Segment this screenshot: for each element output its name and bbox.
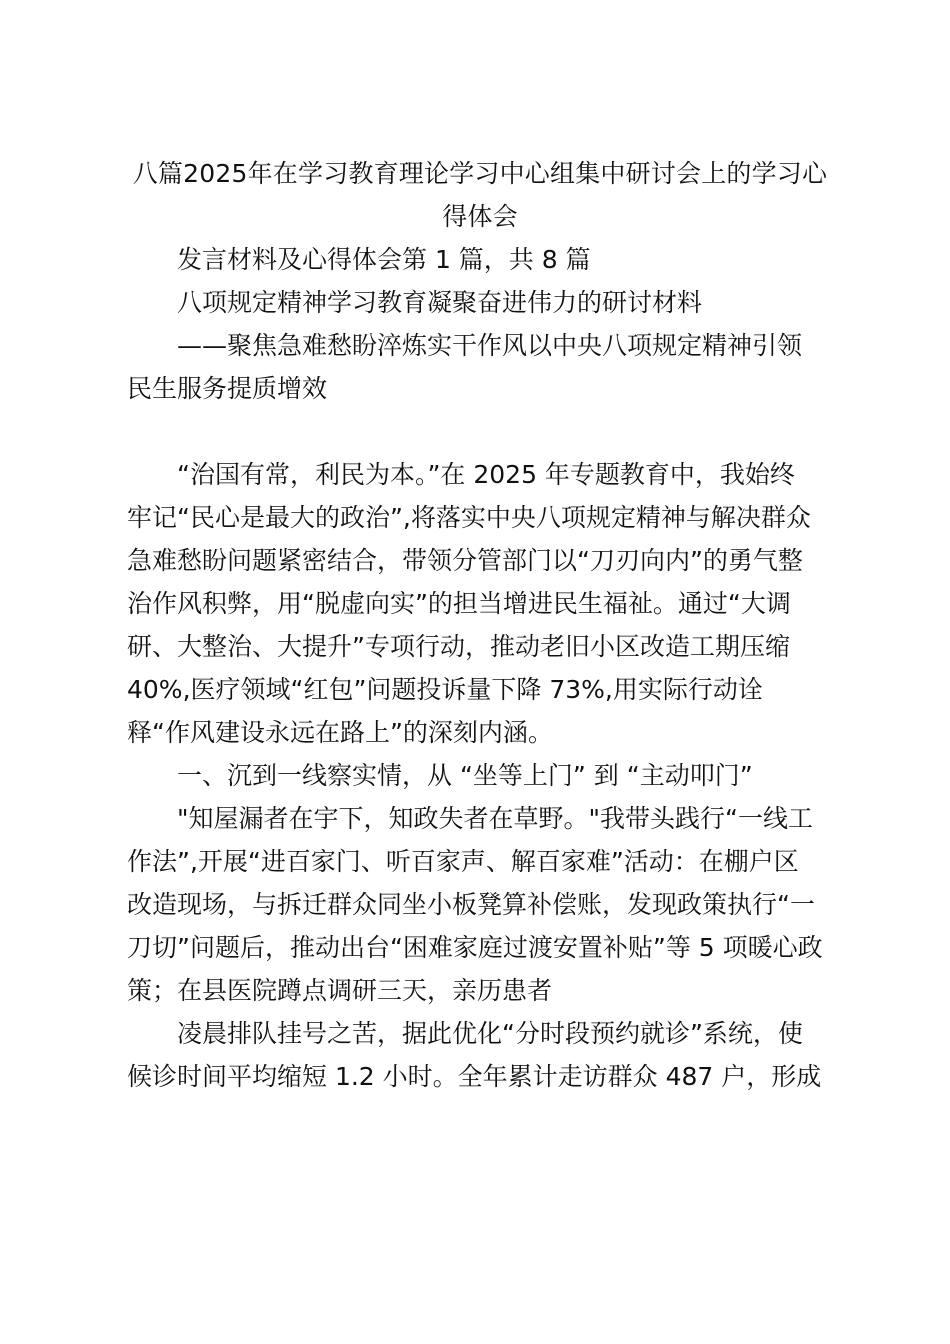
document-title-line-1: 八篇2025年在学习教育理论学习中心组集中研讨会上的学习心 — [132, 159, 828, 188]
intro-line-6: 40%,医疗领域“红包”问题投诉量下降 73%,用实际行动诠 — [127, 675, 763, 704]
section-line-5: 策；在县医院蹲点调研三天，亲历患者 — [127, 976, 553, 1005]
intro-line-5: 研、大整治、大提升”专项行动，推动老旧小区改造工期压缩 — [127, 632, 790, 661]
intro-line-4: 治作风积弊，用“脱虚向实”的担当增进民生福祉。通过“大调 — [127, 589, 791, 618]
tail-line-1: 凌晨排队挂号之苦，据此优化“分时段预约就诊”系统，使 — [177, 1019, 803, 1048]
meta-line: 发言材料及心得体会第 1 篇，共 8 篇 — [177, 245, 591, 274]
intro-line-2: 牢记“民心是最大的政治”,将落实中央八项规定精神与解决群众 — [127, 503, 811, 532]
tail-line-2: 候诊时间平均缩短 1.2 小时。全年累计走访群众 487 户，形成 — [127, 1062, 822, 1091]
document-title-line-2: 得体会 — [442, 202, 518, 231]
section-heading: 一、沉到一线察实情，从 “坐等上门” 到 “主动叩门” — [177, 761, 753, 790]
subtitle-line-1: ——聚焦急难愁盼淬炼实干作风以中央八项规定精神引领 — [177, 331, 803, 360]
document-heading: 八项规定精神学习教育凝聚奋进伟力的研讨材料 — [177, 288, 703, 317]
intro-line-1: “治国有常，利民为本。”在 2025 年专题教育中，我始终 — [177, 460, 795, 489]
intro-line-3: 急难愁盼问题紧密结合，带领分管部门以“刀刃向内”的勇气整 — [127, 546, 803, 575]
section-line-3: 改造现场，与拆迁群众同坐小板凳算补偿账，发现政策执行“一 — [127, 890, 815, 919]
section-line-4: 刀切”问题后，推动出台“困难家庭过渡安置补贴”等 5 项暖心政 — [127, 933, 823, 962]
blank-line — [127, 410, 833, 453]
subtitle-line-2: 民生服务提质增效 — [127, 374, 328, 403]
section-line-2: 作法”,开展“进百家门、听百家声、解百家难”活动：在棚户区 — [127, 847, 799, 876]
intro-line-7: 释“作风建设永远在路上”的深刻内涵。 — [127, 718, 553, 747]
section-line-1: "知屋漏者在宇下，知政失者在草野。"我带头践行“一线工 — [177, 804, 813, 833]
document-body — [127, 152, 833, 1098]
